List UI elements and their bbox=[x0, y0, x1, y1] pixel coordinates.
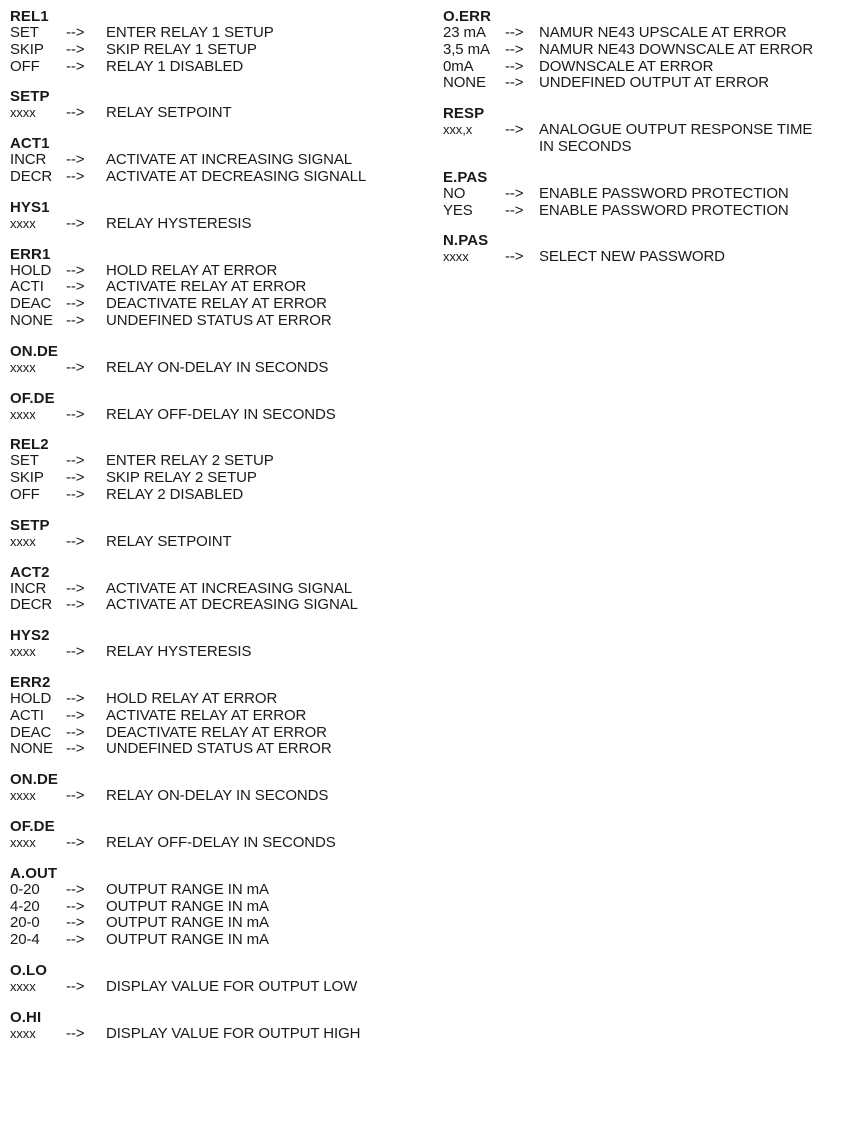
arrow-separator: --> bbox=[66, 469, 85, 487]
option-row bbox=[10, 741, 420, 758]
option-row bbox=[443, 203, 848, 220]
option-code: DECR bbox=[10, 596, 53, 614]
option-description: ACTIVATE AT INCREASING SIGNAL bbox=[106, 151, 353, 169]
option-description: DOWNSCALE AT ERROR bbox=[539, 57, 714, 75]
option-description: DISPLAY VALUE FOR OUTPUT HIGH bbox=[106, 1024, 361, 1042]
menu-section-o-lo bbox=[10, 962, 420, 996]
menu-section-setp bbox=[10, 88, 420, 122]
option-code: ACTI bbox=[10, 278, 44, 296]
option-code: xxxx bbox=[10, 406, 36, 422]
option-description: ENTER RELAY 2 SETUP bbox=[106, 452, 274, 470]
arrow-separator: --> bbox=[66, 833, 85, 851]
option-code: DEAC bbox=[10, 723, 52, 741]
left-column bbox=[10, 8, 420, 1056]
option-description: ACTIVATE RELAY AT ERROR bbox=[106, 278, 307, 296]
arrow-separator: --> bbox=[66, 24, 85, 41]
section-heading: HYS1 bbox=[10, 198, 50, 216]
arrow-separator: --> bbox=[505, 57, 524, 75]
option-description: HOLD RELAY AT ERROR bbox=[106, 261, 278, 279]
option-row bbox=[10, 59, 420, 76]
option-description: RELAY OFF-DELAY IN SECONDS bbox=[106, 405, 336, 423]
menu-section-rel1 bbox=[10, 8, 420, 75]
option-row bbox=[443, 75, 848, 92]
arrow-separator: --> bbox=[505, 248, 524, 266]
arrow-separator: --> bbox=[66, 931, 85, 949]
menu-section-act2 bbox=[10, 564, 420, 615]
arrow-separator: --> bbox=[66, 596, 85, 614]
option-description: SELECT NEW PASSWORD bbox=[539, 248, 725, 266]
section-heading: O.ERR bbox=[443, 8, 492, 25]
section-heading: ON.DE bbox=[10, 771, 59, 789]
section-heading: SETP bbox=[10, 88, 50, 106]
option-code: NONE bbox=[10, 740, 53, 758]
option-description: DEACTIVATE RELAY AT ERROR bbox=[106, 723, 327, 741]
option-row bbox=[10, 932, 420, 949]
option-description: RELAY HYSTERESIS bbox=[106, 214, 252, 232]
option-code: 3,5 mA bbox=[443, 40, 490, 58]
section-heading: E.PAS bbox=[443, 168, 488, 186]
menu-section-act1 bbox=[10, 135, 420, 186]
option-code: YES bbox=[443, 201, 473, 219]
option-row bbox=[10, 1026, 420, 1043]
option-row bbox=[10, 581, 420, 598]
section-heading: SETP bbox=[10, 516, 50, 534]
option-row bbox=[10, 725, 420, 742]
option-description: RELAY 1 DISABLED bbox=[106, 57, 244, 75]
option-description: RELAY ON-DELAY IN SECONDS bbox=[106, 358, 329, 376]
option-description: RELAY 2 DISABLED bbox=[106, 485, 244, 503]
option-row bbox=[10, 360, 420, 377]
option-description: ACTIVATE RELAY AT ERROR bbox=[106, 706, 307, 724]
option-row bbox=[10, 152, 420, 169]
option-code: xxxx bbox=[10, 834, 36, 850]
arrow-separator: --> bbox=[505, 74, 524, 92]
option-row bbox=[10, 25, 420, 42]
option-code: xxxx bbox=[10, 359, 36, 375]
option-row bbox=[10, 407, 420, 424]
option-code: OFF bbox=[10, 57, 40, 75]
option-row bbox=[10, 263, 420, 280]
option-code: SET bbox=[10, 24, 39, 41]
section-heading: HYS2 bbox=[10, 627, 50, 645]
menu-section-rel2 bbox=[10, 436, 420, 503]
section-heading: REL2 bbox=[10, 436, 49, 454]
option-description: RELAY SETPOINT bbox=[106, 104, 232, 122]
option-row bbox=[10, 279, 420, 296]
option-row bbox=[10, 216, 420, 233]
option-code: xxxx bbox=[10, 533, 36, 549]
option-code: OFF bbox=[10, 485, 40, 503]
arrow-separator: --> bbox=[66, 57, 85, 75]
option-code: INCR bbox=[10, 151, 47, 169]
option-code: NO bbox=[443, 184, 466, 202]
option-description: RELAY OFF-DELAY IN SECONDS bbox=[106, 833, 336, 851]
arrow-separator: --> bbox=[66, 485, 85, 503]
menu-section-a-out bbox=[10, 865, 420, 949]
menu-section-n-pas bbox=[443, 232, 848, 266]
option-description: RELAY ON-DELAY IN SECONDS bbox=[106, 787, 329, 805]
option-row bbox=[10, 979, 420, 996]
option-row bbox=[10, 835, 420, 852]
arrow-separator: --> bbox=[66, 151, 85, 169]
option-code: 20-0 bbox=[10, 914, 40, 932]
option-code: xxxx bbox=[10, 788, 36, 804]
section-heading: RESP bbox=[443, 105, 485, 123]
option-row bbox=[10, 691, 420, 708]
option-row bbox=[443, 42, 848, 59]
menu-section-setp bbox=[10, 517, 420, 551]
arrow-separator: --> bbox=[66, 977, 85, 995]
option-row bbox=[10, 169, 420, 186]
option-row bbox=[10, 470, 420, 487]
arrow-separator: --> bbox=[66, 689, 85, 707]
menu-section-err2 bbox=[10, 674, 420, 758]
option-code: xxxx bbox=[10, 105, 36, 121]
option-code: DECR bbox=[10, 167, 53, 185]
option-description: OUTPUT RANGE IN mA bbox=[106, 931, 269, 949]
arrow-separator: --> bbox=[66, 295, 85, 313]
arrow-separator: --> bbox=[505, 184, 524, 202]
menu-section-resp bbox=[443, 105, 848, 156]
menu-section-o-hi bbox=[10, 1009, 420, 1043]
option-row bbox=[10, 453, 420, 470]
option-description: OUTPUT RANGE IN mA bbox=[106, 897, 269, 915]
option-row bbox=[10, 882, 420, 899]
arrow-separator: --> bbox=[66, 723, 85, 741]
menu-section-o-err bbox=[443, 8, 848, 92]
option-row bbox=[10, 644, 420, 661]
option-row bbox=[443, 186, 848, 203]
option-description: UNDEFINED STATUS AT ERROR bbox=[106, 740, 332, 758]
option-description: NAMUR NE43 DOWNSCALE AT ERROR bbox=[539, 40, 814, 58]
option-description: SKIP RELAY 1 SETUP bbox=[106, 40, 257, 58]
option-row bbox=[10, 788, 420, 805]
arrow-separator: --> bbox=[66, 405, 85, 423]
menu-section-hys2 bbox=[10, 627, 420, 661]
menu-section-on-de bbox=[10, 771, 420, 805]
option-description: UNDEFINED OUTPUT AT ERROR bbox=[539, 74, 770, 92]
arrow-separator: --> bbox=[66, 311, 85, 329]
option-row bbox=[10, 42, 420, 59]
option-code: xxxx bbox=[10, 978, 36, 994]
option-row bbox=[10, 296, 420, 313]
option-code: SKIP bbox=[10, 40, 44, 58]
option-code: NONE bbox=[10, 311, 53, 329]
option-code: xxx,x bbox=[443, 122, 473, 138]
arrow-separator: --> bbox=[66, 897, 85, 915]
section-heading: ERR2 bbox=[10, 673, 51, 691]
option-row bbox=[10, 313, 420, 330]
section-heading: A.OUT bbox=[10, 864, 58, 882]
arrow-separator: --> bbox=[505, 121, 524, 139]
option-description: ENABLE PASSWORD PROTECTION bbox=[539, 201, 789, 219]
option-description: ENTER RELAY 1 SETUP bbox=[106, 24, 274, 41]
option-row bbox=[10, 534, 420, 551]
option-row bbox=[10, 915, 420, 932]
arrow-separator: --> bbox=[66, 787, 85, 805]
option-row bbox=[10, 899, 420, 916]
menu-section-err1 bbox=[10, 246, 420, 330]
option-code: DEAC bbox=[10, 295, 52, 313]
section-heading: ON.DE bbox=[10, 342, 59, 360]
arrow-separator: --> bbox=[66, 914, 85, 932]
arrow-separator: --> bbox=[66, 278, 85, 296]
arrow-separator: --> bbox=[66, 214, 85, 232]
section-heading: N.PAS bbox=[443, 232, 489, 250]
option-description: ACTIVATE AT INCREASING SIGNAL bbox=[106, 579, 353, 597]
option-code: SET bbox=[10, 452, 39, 470]
option-description: NAMUR NE43 UPSCALE AT ERROR bbox=[539, 24, 787, 41]
option-description: DEACTIVATE RELAY AT ERROR bbox=[106, 295, 327, 313]
arrow-separator: --> bbox=[66, 706, 85, 724]
option-row bbox=[10, 708, 420, 725]
arrow-separator: --> bbox=[505, 24, 524, 41]
option-code: SKIP bbox=[10, 469, 44, 487]
section-heading: ACT2 bbox=[10, 563, 50, 581]
arrow-separator: --> bbox=[505, 201, 524, 219]
arrow-separator: --> bbox=[66, 740, 85, 758]
option-code: 23 mA bbox=[443, 24, 486, 41]
option-description: HOLD RELAY AT ERROR bbox=[106, 689, 278, 707]
arrow-separator: --> bbox=[66, 880, 85, 898]
arrow-separator: --> bbox=[66, 40, 85, 58]
arrow-separator: --> bbox=[66, 1024, 85, 1042]
option-code: 0-20 bbox=[10, 880, 40, 898]
option-description: RELAY SETPOINT bbox=[106, 532, 232, 550]
option-row bbox=[10, 105, 420, 122]
option-row bbox=[443, 249, 848, 266]
option-description: ANALOGUE OUTPUT RESPONSE TIME IN SECONDS bbox=[539, 121, 813, 155]
option-description: RELAY HYSTERESIS bbox=[106, 643, 252, 661]
menu-section-hys1 bbox=[10, 199, 420, 233]
option-code: 20-4 bbox=[10, 931, 40, 949]
option-code: xxxx bbox=[10, 215, 36, 231]
option-code: xxxx bbox=[10, 644, 36, 660]
arrow-separator: --> bbox=[66, 452, 85, 470]
menu-section-of-de bbox=[10, 390, 420, 424]
option-row bbox=[10, 597, 420, 614]
option-description: ENABLE PASSWORD PROTECTION bbox=[539, 184, 789, 202]
right-column bbox=[443, 8, 848, 279]
menu-section-of-de bbox=[10, 818, 420, 852]
arrow-separator: --> bbox=[66, 167, 85, 185]
option-description: SKIP RELAY 2 SETUP bbox=[106, 469, 257, 487]
section-heading: REL1 bbox=[10, 8, 49, 25]
option-code: HOLD bbox=[10, 261, 52, 279]
section-heading: ERR1 bbox=[10, 245, 51, 263]
option-description: ACTIVATE AT DECREASING SIGNAL bbox=[106, 596, 358, 614]
menu-section-on-de bbox=[10, 343, 420, 377]
arrow-separator: --> bbox=[66, 261, 85, 279]
option-description: DISPLAY VALUE FOR OUTPUT LOW bbox=[106, 977, 358, 995]
option-row bbox=[443, 25, 848, 42]
option-code: 0mA bbox=[443, 57, 474, 75]
option-row bbox=[10, 487, 420, 504]
option-code: HOLD bbox=[10, 689, 52, 707]
option-code: INCR bbox=[10, 579, 47, 597]
arrow-separator: --> bbox=[505, 40, 524, 58]
section-heading: OF.DE bbox=[10, 817, 55, 835]
arrow-separator: --> bbox=[66, 104, 85, 122]
arrow-separator: --> bbox=[66, 532, 85, 550]
section-heading: O.HI bbox=[10, 1008, 42, 1026]
option-description: UNDEFINED STATUS AT ERROR bbox=[106, 311, 332, 329]
arrow-separator: --> bbox=[66, 579, 85, 597]
option-description: OUTPUT RANGE IN mA bbox=[106, 880, 269, 898]
option-description: OUTPUT RANGE IN mA bbox=[106, 914, 269, 932]
option-code: xxxx bbox=[10, 1025, 36, 1041]
arrow-separator: --> bbox=[66, 643, 85, 661]
option-row bbox=[443, 59, 848, 76]
section-heading: ACT1 bbox=[10, 135, 50, 153]
menu-section-e-pas bbox=[443, 169, 848, 220]
option-code: NONE bbox=[443, 74, 486, 92]
section-heading: OF.DE bbox=[10, 389, 55, 407]
section-heading: O.LO bbox=[10, 961, 48, 979]
option-description: ACTIVATE AT DECREASING SIGNALL bbox=[106, 167, 367, 185]
option-code: xxxx bbox=[443, 249, 469, 265]
arrow-separator: --> bbox=[66, 358, 85, 376]
option-code: ACTI bbox=[10, 706, 44, 724]
option-row bbox=[443, 122, 848, 156]
option-code: 4-20 bbox=[10, 897, 40, 915]
